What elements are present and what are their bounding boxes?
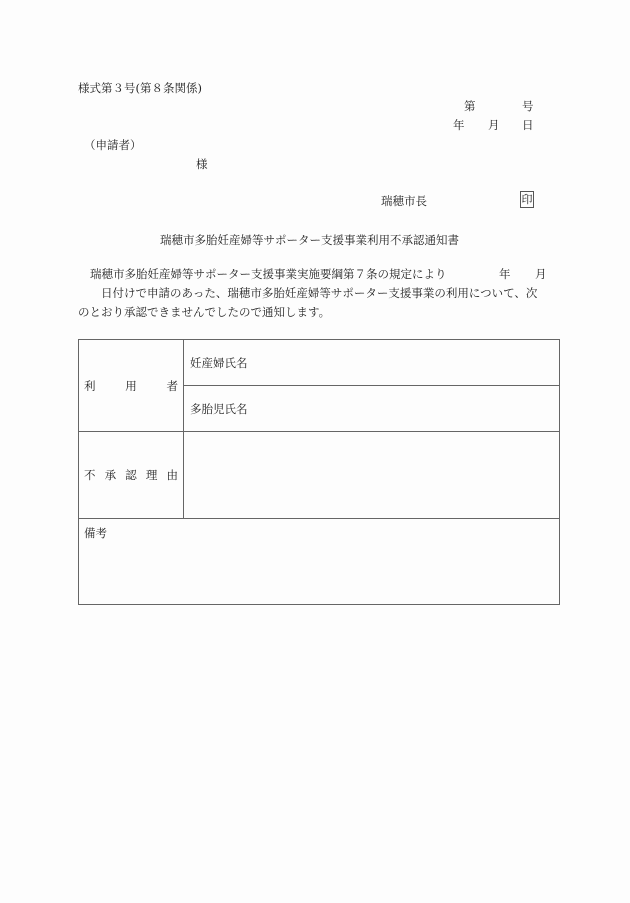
expectant-mother-name-field[interactable] <box>184 340 560 386</box>
body-line-1-month: 月 <box>535 267 547 281</box>
body-line-3: のとおり承認できませんでしたので通知します。 <box>78 305 331 319</box>
form-number: 様式第３号(第８条関係) <box>78 81 202 95</box>
reason-label-char: 不 <box>84 468 96 482</box>
applicant-label: （申請者） <box>84 138 142 152</box>
expectant-mother-name-label: 妊産婦氏名 <box>190 355 248 370</box>
date-day: 日 <box>522 118 534 132</box>
doc-number-prefix: 第 <box>464 99 476 113</box>
remarks-label: 備考 <box>84 526 107 540</box>
reason-label-char: 承 <box>104 468 117 482</box>
multiple-children-name-label: 多胎児氏名 <box>190 401 248 416</box>
body-line-1-year: 年 <box>499 267 511 281</box>
seal-mark: 印 <box>521 193 533 206</box>
issuer-title: 瑞穂市長 <box>381 194 427 208</box>
multiple-children-name-field[interactable] <box>184 386 560 432</box>
reason-label-char: 認 <box>125 468 137 482</box>
body-line-2: 日付けで申請のあった、瑞穂市多胎妊産婦等サポーター支援事業の利用について、次 <box>101 286 538 300</box>
reason-label-char: 理 <box>145 468 158 482</box>
reason-label-char: 由 <box>166 468 178 482</box>
rejection-reason-label-cell <box>79 432 184 519</box>
remarks-field[interactable] <box>79 519 560 605</box>
user-label-char: 利 <box>84 378 96 393</box>
doc-number-suffix: 号 <box>522 99 534 113</box>
date-month: 月 <box>488 118 500 132</box>
date-year: 年 <box>453 118 465 132</box>
applicant-honorific: 様 <box>196 157 208 171</box>
user-label-char: 者 <box>166 378 178 393</box>
user-label-char: 用 <box>125 378 137 393</box>
user-label-cell <box>79 340 184 432</box>
body-line-1: 瑞穂市多胎妊産婦等サポーター支援事業実施要綱第７条の規定により <box>90 267 447 281</box>
rejection-reason-field[interactable] <box>184 432 560 519</box>
notification-table <box>78 339 560 605</box>
document-title: 瑞穂市多胎妊産婦等サポーター支援事業利用不承認通知書 <box>160 233 459 247</box>
